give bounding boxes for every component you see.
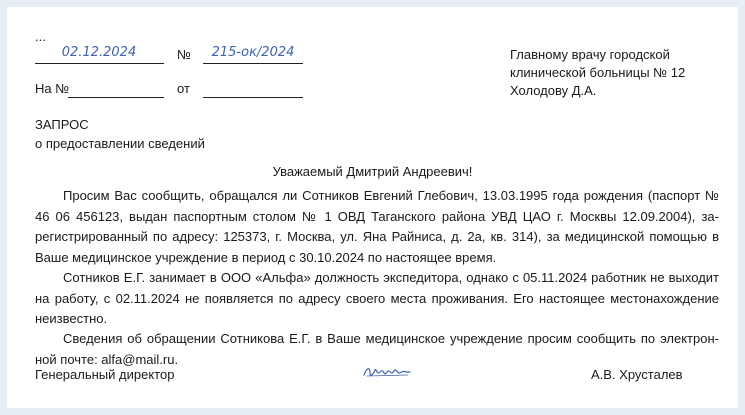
na-label: На № — [35, 81, 70, 96]
ellipsis: ... — [35, 29, 46, 44]
date-value: 02.12.2024 — [61, 45, 137, 60]
greeting: Уважаемый Дмитрий Андреевич! — [272, 164, 473, 179]
number-value: 215-ок/2024 — [211, 45, 295, 60]
paragraph-1: Просим Вас сообщить, обращался ли Сотников Евгений Глебович, 13.03.1995 года рождения (паспорт № 46 06 456123, выдан паспортным столом № 1 ОВД Таганского района УВД ЦАО г. Москвы 12.09.2004), зарегистрированный по адресу: 125373, г. Москва, ул. Яна Райниса, д. 2а, кв. 314), за медицинской помощью в Ваше медицинское учреждение в период с 30.10.2024 по настоящее время. — [35, 188, 719, 265]
ot-underline — [203, 97, 303, 98]
document-title: ЗАПРОС — [35, 117, 89, 132]
paragraph-2: Сотников Е.Г. занимает в ООО «Альфа» должность экспедитора, однако с 05.11.2024 работник не выходит на работу, с 02.11.2024 не появляется по адресу своего места проживания. Его настоящее местонахождение неизвестно. — [35, 270, 719, 326]
na-underline — [68, 97, 164, 98]
handwritten-signature — [362, 364, 412, 380]
addressee-line-1: Главному врачу городской — [510, 47, 670, 62]
addressee-line-3: Холодову Д.А. — [510, 83, 597, 98]
signer-position: Генеральный директор — [35, 367, 175, 382]
letter-sheet — [7, 7, 738, 408]
addressee-line-2: клинической больницы № 12 — [510, 65, 686, 80]
number-underline — [203, 63, 303, 64]
signer-name: А.В. Хрусталев — [591, 367, 683, 382]
document-subtitle: о предоставлении сведений — [35, 136, 205, 151]
paragraph-3: Сведения об обращении Сотникова Е.Г. в Ваше медицинское учреждение просим сообщить по электронной почте: alfa@mail.ru. — [35, 331, 719, 367]
date-underline — [35, 63, 164, 64]
ot-label: от — [177, 81, 190, 96]
number-label: № — [177, 47, 191, 62]
